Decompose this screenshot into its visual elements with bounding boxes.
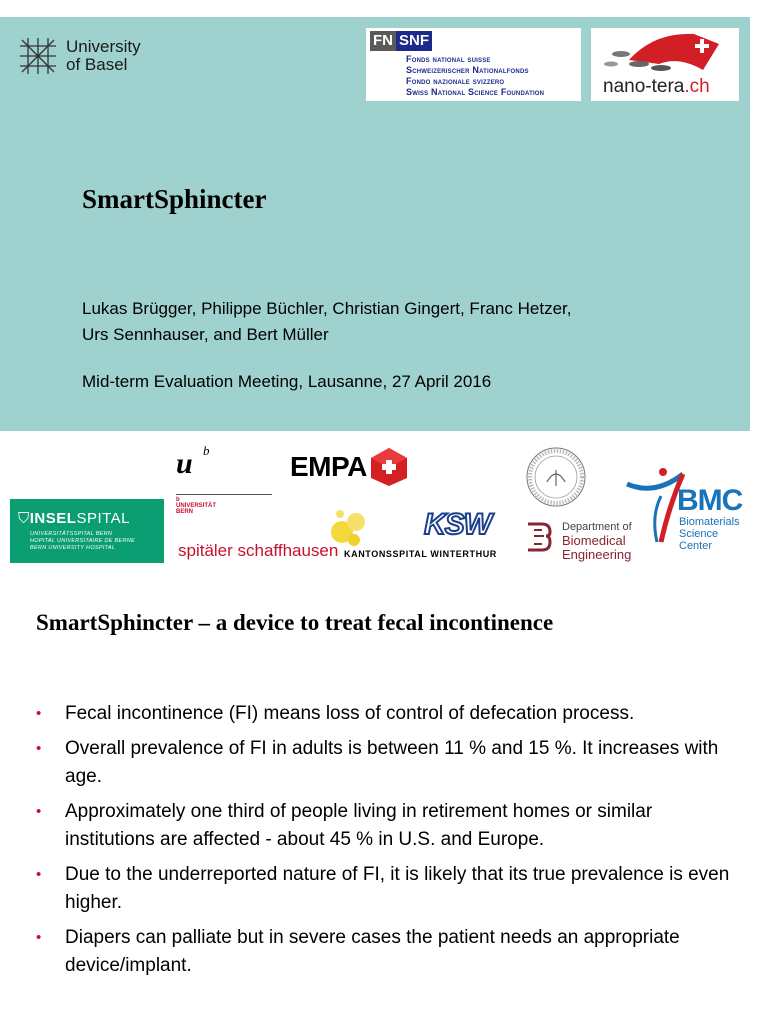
snf-line-it: Fondo nazionale svizzero xyxy=(406,76,505,86)
university-of-basel-logo xyxy=(18,34,141,78)
unibern-small-bern: BERN xyxy=(176,509,194,515)
bullet-item xyxy=(36,700,736,728)
snf-mark: SNF xyxy=(396,31,432,51)
bmc-sub-line2: Science Center xyxy=(679,528,719,552)
project-title: SmartSphincter xyxy=(82,184,267,214)
nano-tera-swiss-shape-icon xyxy=(599,30,729,78)
unibern-b-mark: b xyxy=(203,443,210,458)
unibern-small-universitat: UNIVERSITÄT xyxy=(176,503,217,509)
bullet-text: Approximately one third of people living in retirement homes or similar institutions are affected - about 45 % in U.S. and Europe. xyxy=(65,801,653,850)
unibern-small-b: b xyxy=(176,497,180,503)
bullet-icon: • xyxy=(36,803,42,820)
inselspital-name xyxy=(18,510,130,527)
dbe-line2: Biomedical xyxy=(562,533,626,548)
ksw-bubbles-icon xyxy=(330,508,378,548)
empa-logo xyxy=(290,446,409,488)
seal-icon xyxy=(525,446,587,508)
bullet-item xyxy=(36,735,736,791)
bullet-icon: • xyxy=(36,740,42,757)
kantonsspital-winterthur-logo xyxy=(330,508,495,564)
spitaeler-schaffhausen-logo: spitäler schaffhausen xyxy=(178,541,339,560)
empa-cube-icon xyxy=(369,446,409,488)
bullet-item xyxy=(36,861,736,917)
university-label-line1: University xyxy=(66,37,141,56)
bullet-item xyxy=(36,924,736,980)
authors-line1: Lukas Brügger, Philippe Büchler, Christian Gingert, Franc Hetzer, xyxy=(82,299,572,318)
ksw-mark: KSW xyxy=(424,508,491,541)
ksw-line: KANTONSSPITAL WINTERTHUR xyxy=(344,549,497,559)
meeting-info: Mid-term Evaluation Meeting, Lausanne, 27 April 2016 xyxy=(82,372,492,391)
fn-mark: FN xyxy=(370,31,396,51)
bullet-text: Diapers can palliate but in severe cases the patient needs an appropriate device/implant. xyxy=(65,927,680,976)
bullet-text: Fecal incontinence (FI) means loss of control of defecation process. xyxy=(65,703,635,724)
dbe-line1: Department of xyxy=(562,521,632,533)
nano-tera-name: nano-tera xyxy=(603,76,685,97)
university-label-line2: of Basel xyxy=(66,55,128,74)
bullet-icon: • xyxy=(36,866,42,883)
authors xyxy=(82,296,702,348)
dbe-mark-icon xyxy=(520,518,556,554)
bmc-wordmark: BMC xyxy=(677,484,743,517)
basel-medicine-seal-logo xyxy=(525,446,587,508)
insel-shield-icon: ⛉ xyxy=(18,510,30,527)
bullet-item xyxy=(36,798,736,854)
bullet-icon: • xyxy=(36,705,42,722)
bullet-list xyxy=(36,700,736,987)
bullet-text: Overall prevalence of FI in adults is between 11 % and 15 %. It increases with age. xyxy=(65,738,719,787)
bmc-sub-line1: Biomaterials xyxy=(679,516,740,528)
bmc-logo xyxy=(625,466,750,552)
nano-tera-logo xyxy=(591,28,739,101)
snf-logo xyxy=(366,28,581,101)
inselspital-logo xyxy=(10,499,164,563)
department-biomedical-engineering-logo xyxy=(520,514,640,564)
authors-line2: Urs Sennhauser, and Bert Müller xyxy=(82,325,329,344)
snf-line-en: Swiss National Science Foundation xyxy=(406,87,545,97)
empa-wordmark: EMPA xyxy=(290,451,367,482)
snf-line-fr: Fonds national suisse xyxy=(406,54,491,64)
dbe-line3: Engineering xyxy=(562,547,632,562)
insel-sub-line2: HOPITAL UNIVERSITAIRE DE BERNE xyxy=(30,538,135,544)
bullet-text: Due to the underreported nature of FI, it is likely that its true prevalence is even higher. xyxy=(65,864,730,913)
inselspital-bold: INSEL xyxy=(29,510,77,527)
bullet-icon: • xyxy=(36,929,42,946)
unibern-u-mark: u xyxy=(176,447,193,480)
unibern-rule xyxy=(176,494,272,495)
university-of-bern-logo xyxy=(176,443,272,518)
basel-crest-icon xyxy=(18,36,58,76)
insel-sub-line3: BERN UNIVERSITY HOSPITAL xyxy=(30,545,116,551)
inselspital-rest: SPITAL xyxy=(76,510,131,527)
nano-tera-suffix: .ch xyxy=(684,76,710,97)
insel-sub-line1: UNIVERSITÄTSSPITAL BERN xyxy=(30,531,113,537)
slide-title: SmartSphincter – a device to treat fecal incontinence xyxy=(36,610,554,635)
snf-line-de: Schweizerischer Nationalfonds xyxy=(406,65,529,75)
